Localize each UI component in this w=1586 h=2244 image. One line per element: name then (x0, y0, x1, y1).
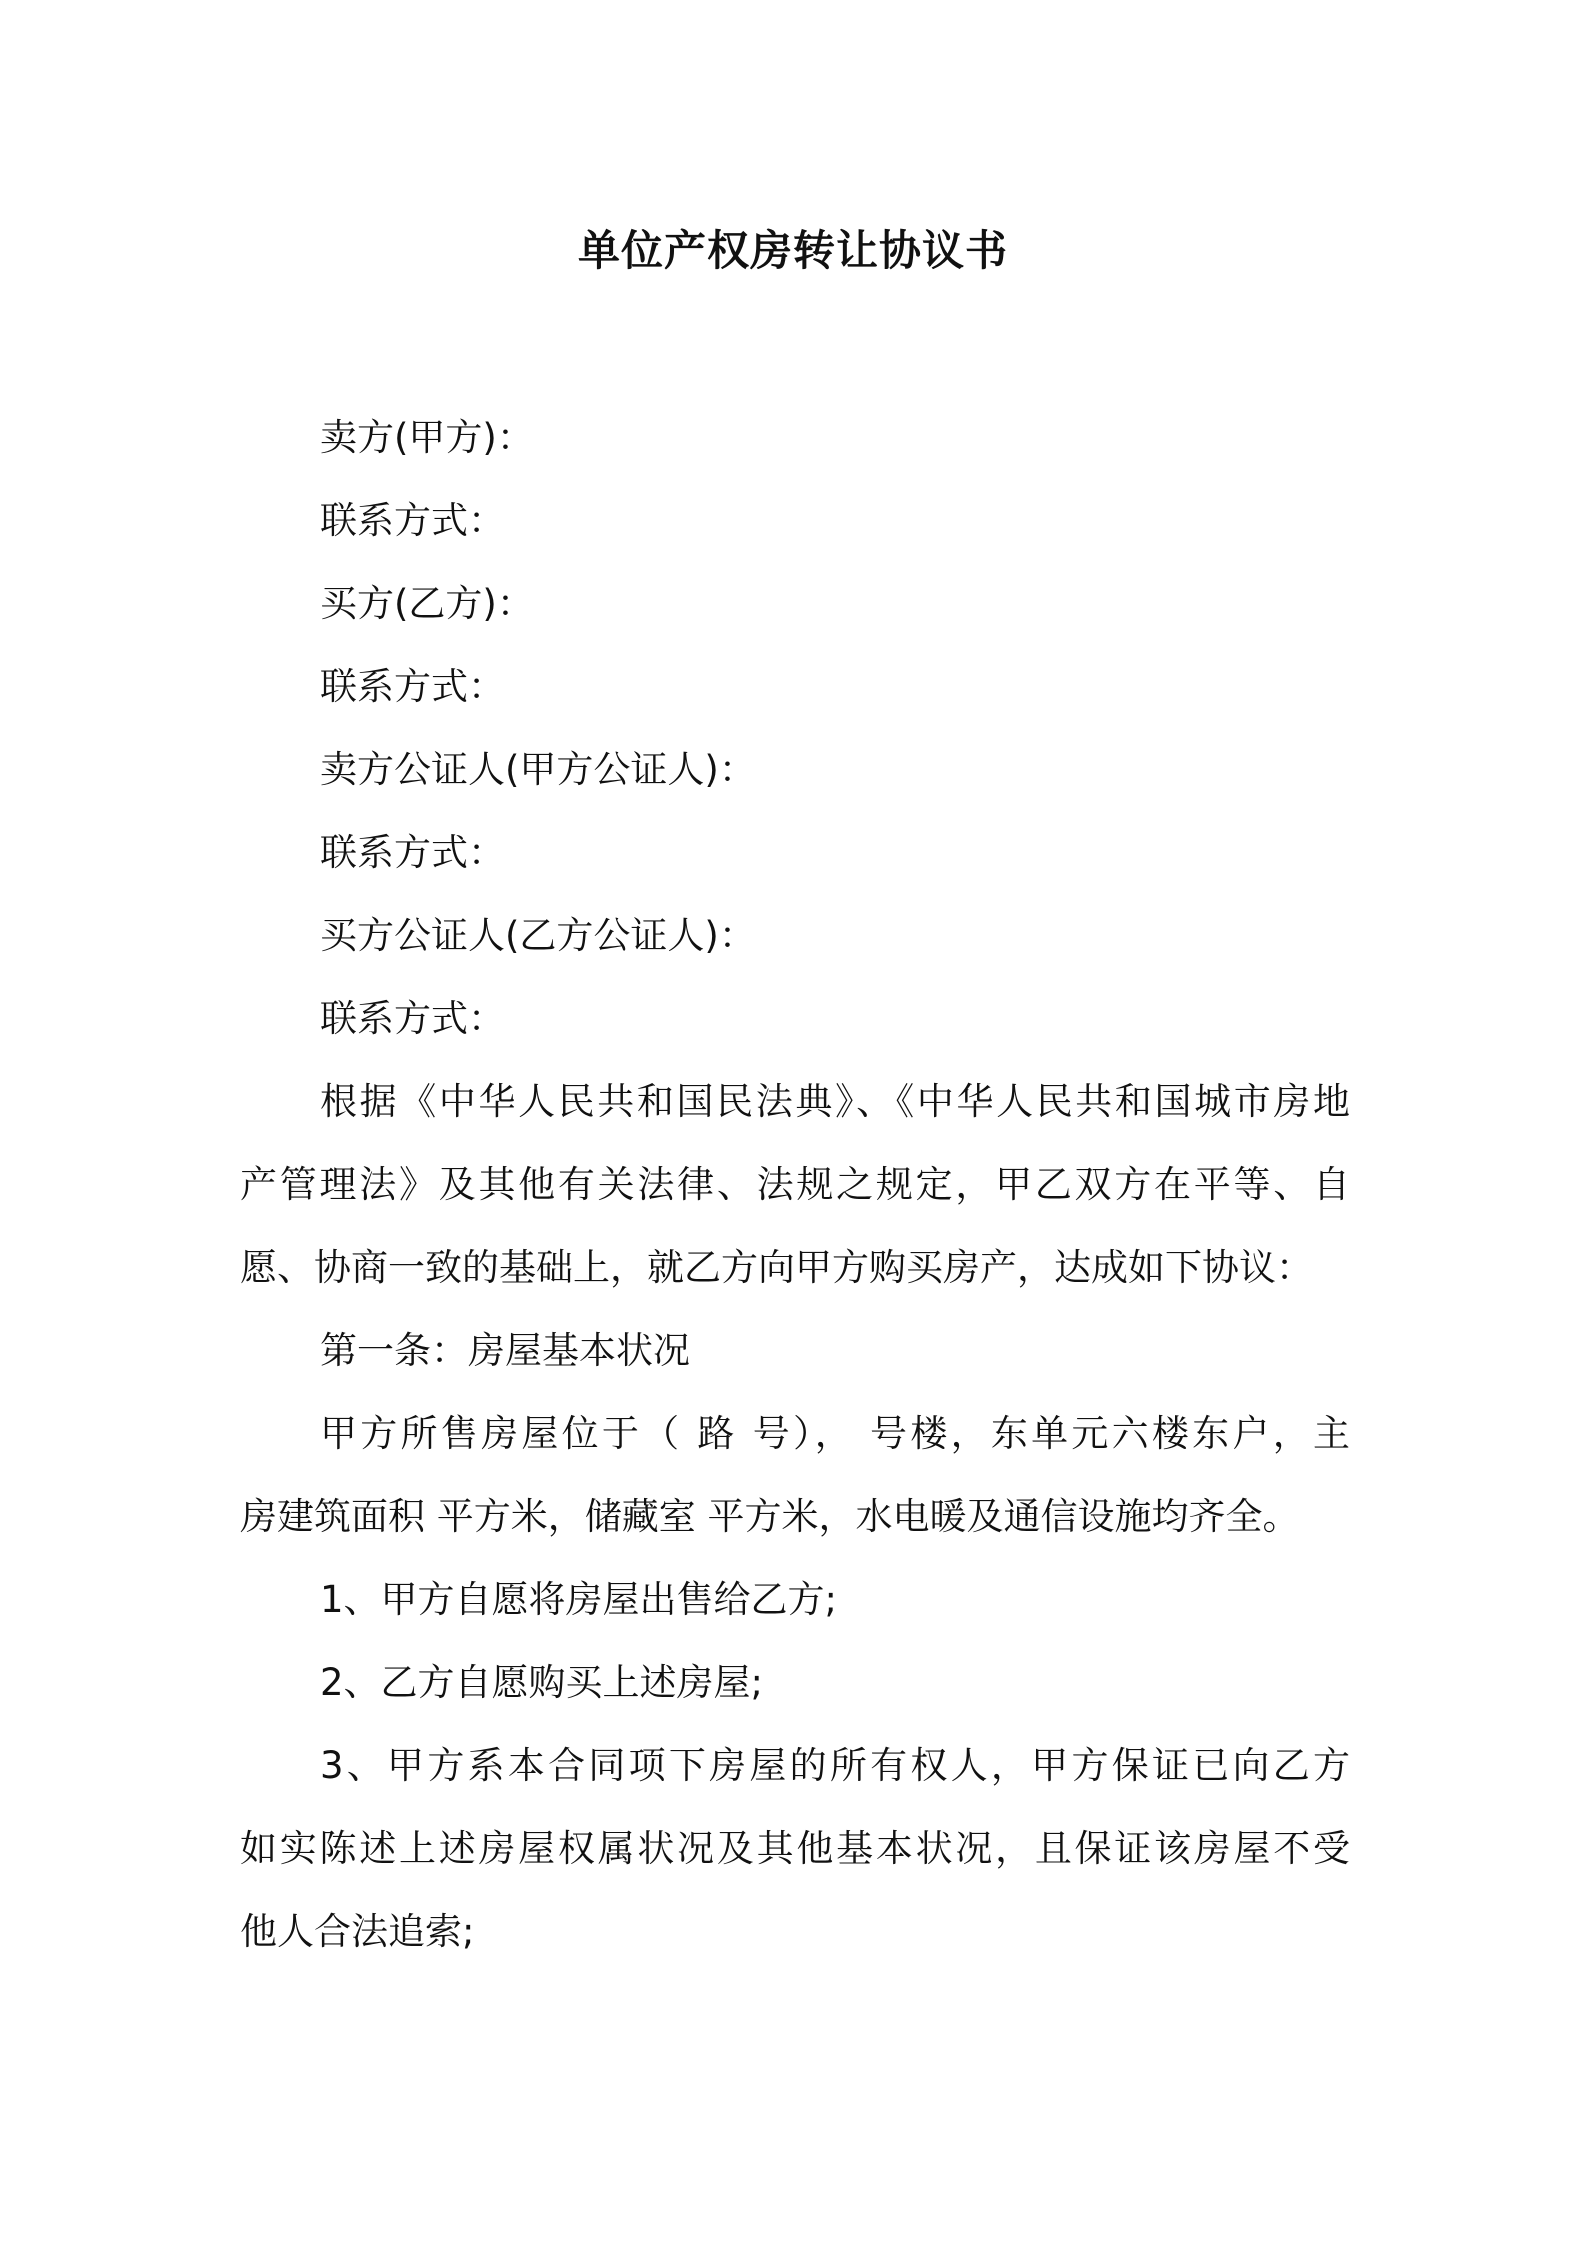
article1-heading: 第一条：房屋基本状况 (320, 1329, 690, 1372)
buyer-notary-label: 买方公证人(乙方公证人)： (320, 914, 756, 957)
preamble-line: 愿、协商一致的基础上，就乙方向甲方购买房产，达成如下协议： (240, 1246, 1313, 1289)
article1-description-line: 房建筑面积 平方米，储藏室 平方米，水电暖及通信设施均齐全。 (240, 1495, 1300, 1538)
article1-description-line: 甲方所售房屋位于（ 路 号）， 号楼，东单元六楼东户，主 (320, 1412, 1350, 1455)
article1-item-3-line: 他人合法追索; (240, 1910, 475, 1953)
article1-item-1: 1、甲方自愿将房屋出售给乙方; (320, 1578, 838, 1621)
buyer-contact-label: 联系方式： (320, 665, 505, 708)
article1-item-3-line: 如实陈述上述房屋权属状况及其他基本状况，且保证该房屋不受 (240, 1827, 1350, 1870)
seller-label: 卖方(甲方)： (320, 416, 534, 459)
buyer-label: 买方(乙方)： (320, 582, 534, 625)
preamble-line: 根据《中华人民共和国民法典》、《中华人民共和国城市房地 (320, 1080, 1350, 1123)
preamble-line: 产管理法》及其他有关法律、法规之规定，甲乙双方在平等、自 (240, 1163, 1350, 1206)
document-title: 单位产权房转让协议书 (577, 226, 1008, 275)
seller-notary-label: 卖方公证人(甲方公证人)： (320, 748, 756, 791)
seller-notary-contact-label: 联系方式： (320, 831, 505, 874)
seller-contact-label: 联系方式： (320, 499, 505, 542)
buyer-notary-contact-label: 联系方式： (320, 997, 505, 1040)
article1-item-3-line: 3、甲方系本合同项下房屋的所有权人，甲方保证已向乙方 (320, 1744, 1350, 1787)
article1-item-2: 2、乙方自愿购买上述房屋; (320, 1661, 764, 1704)
